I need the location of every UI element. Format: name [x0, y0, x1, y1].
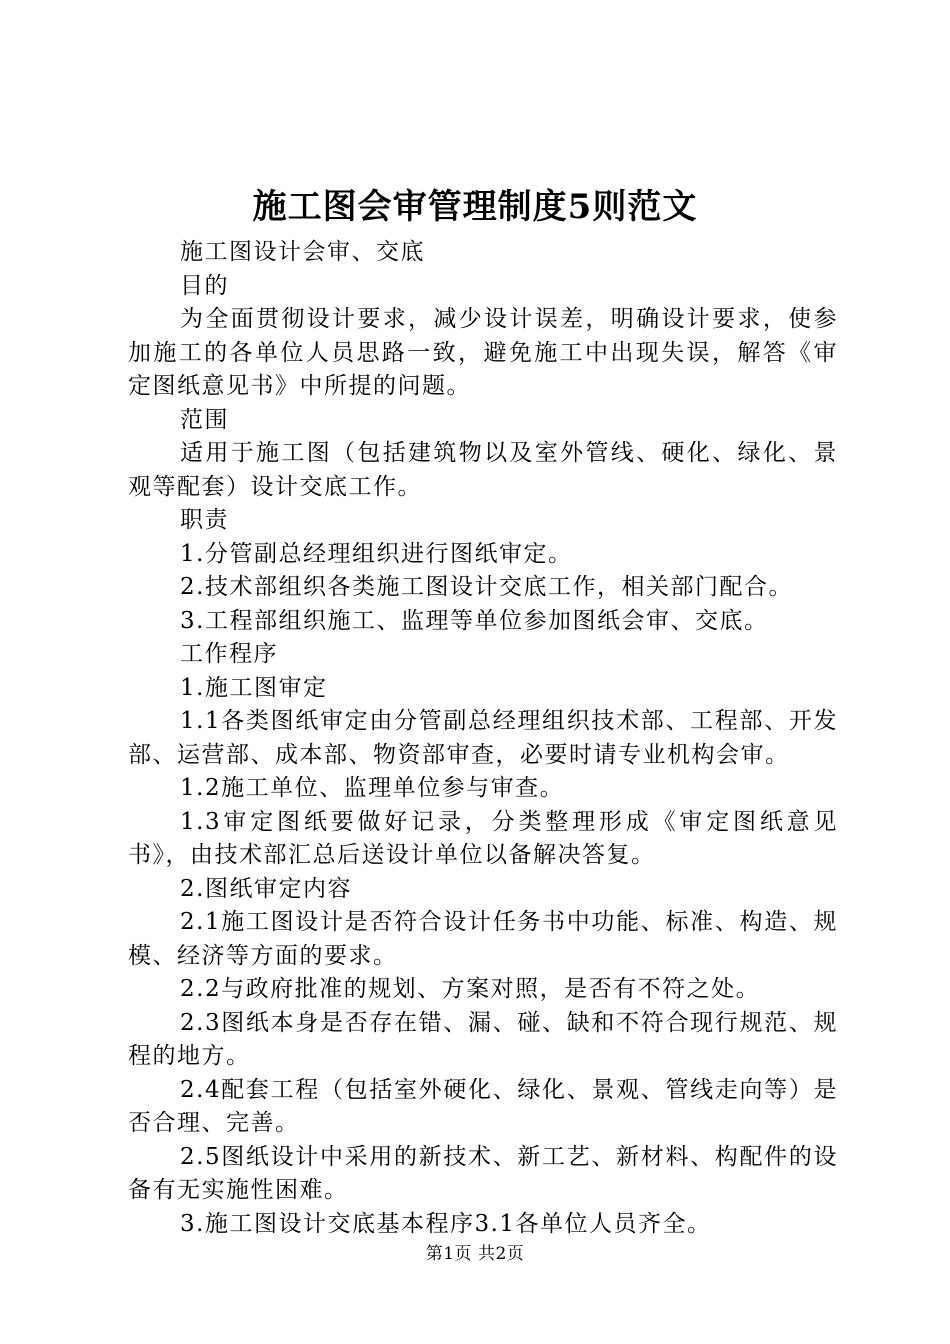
document-title: 施工图会审管理制度5则范文 — [252, 187, 698, 227]
paragraph: 2.1施工图设计是否符合设计任务书中功能、标准、构造、规模、经济等方面的要求。 — [128, 909, 838, 969]
paragraph: 施工图设计会审、交底 — [180, 239, 425, 265]
paragraph: 2.3图纸本身是否存在错、漏、碰、缺和不符合现行规范、规程的地方。 — [128, 1009, 838, 1069]
paragraph: 范围 — [180, 406, 229, 433]
paragraph: 适用于施工图（包括建筑物以及室外管线、硬化、绿化、景观等配套）设计交底工作。 — [128, 440, 838, 500]
paragraph: 1.2施工单位、监理单位参与审查。 — [180, 775, 565, 801]
document-body — [128, 236, 838, 1241]
paragraph: 2.4配套工程（包括室外硬化、绿化、景观、管线走向等）是否合理、完善。 — [128, 1076, 838, 1136]
paragraph: 2.2与政府批准的规划、方案对照，是否有不符之处。 — [180, 976, 761, 1002]
paragraph: 为全面贯彻设计要求，减少设计误差，明确设计要求，使参加施工的各单位人员思路一致，避免施工中出现失误，解答《审定图纸意见书》中所提的问题。 — [128, 306, 838, 399]
page-footer: 第1页 共2页 — [425, 1244, 525, 1264]
paragraph: 2.5图纸设计中采用的新技术、新工艺、新材料、构配件的设备有无实施性困难。 — [128, 1143, 838, 1203]
paragraph: 目的 — [180, 272, 229, 299]
paragraph: 1.分管副总经理组织进行图纸审定。 — [180, 540, 573, 567]
paragraph: 2.图纸审定内容 — [180, 875, 352, 902]
paragraph: 职责 — [180, 507, 229, 533]
paragraph: 2.技术部组织各类施工图设计交底工作，相关部门配合。 — [180, 574, 793, 600]
paragraph: 1.3审定图纸要做好记录，分类整理形成《审定图纸意见书》，由技术部汇总后送设计单位以备解决答复。 — [128, 808, 838, 868]
paragraph: 3.施工图设计交底基本程序3.1各单位人员齐全。 — [180, 1210, 712, 1237]
paragraph: 3.工程部组织施工、监理等单位参加图纸会审、交底。 — [180, 607, 769, 634]
paragraph: 1.施工图审定 — [180, 674, 328, 701]
paragraph: 工作程序 — [180, 641, 278, 667]
paragraph: 1.1各类图纸审定由分管副总经理组织技术部、工程部、开发部、运营部、成本部、物资部审查，必要时请专业机构会审。 — [128, 708, 838, 768]
